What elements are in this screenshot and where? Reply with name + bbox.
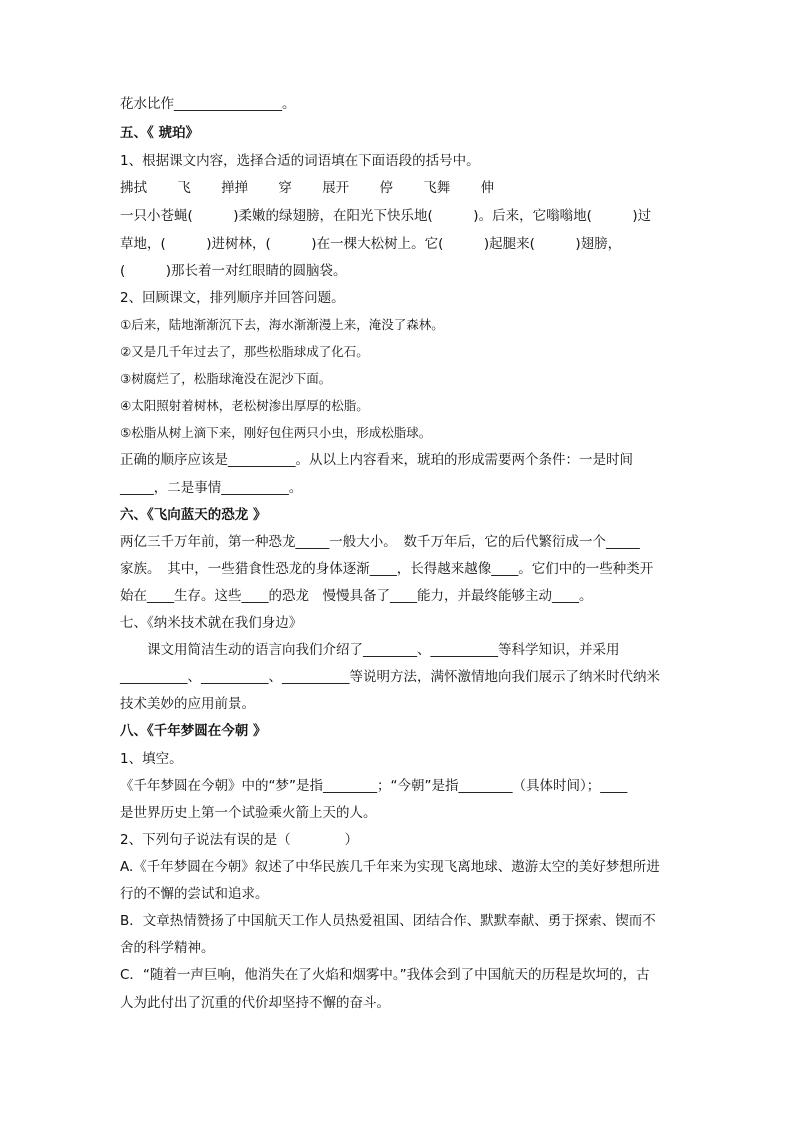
section-heading-dream: 八、《千年梦圆在今朝 》: [120, 723, 267, 739]
text-line: 两亿三千万年前，第一种恐龙_____一般大小。 数千万年后，它的后代繁衍成一个_____: [120, 534, 640, 550]
word-bank-item: 飞: [177, 180, 191, 196]
word-bank-item: 掸掸: [221, 180, 249, 196]
word-bank-item: 拂拭: [120, 180, 147, 196]
text-line: __________、__________、__________等说明方法，满怀激情地向我们展示了纳米时代纳米: [120, 669, 660, 685]
list-item: ⑤松脂从树上滴下来，刚好包住两只小虫，形成松脂球。: [120, 425, 432, 440]
word-bank: [120, 180, 520, 196]
list-item: ②又是几千年过去了，那些松脂球成了化石。: [120, 344, 369, 359]
word-bank-item: 飞舞: [423, 180, 451, 196]
text-line: 行的不懈的尝试和追求。: [120, 886, 269, 902]
question-instruction: 1、填空。: [120, 751, 183, 767]
text-line: 正确的顺序应该是__________。从以上内容看来，琥珀的形成需要两个条件：一是时间: [120, 452, 633, 468]
list-item: ①后来，陆地渐渐沉下去，海水渐渐漫上来，淹没了森林。: [120, 317, 444, 332]
list-item: ③树腐烂了，松脂球淹没在泥沙下面。: [120, 371, 332, 386]
question-instruction: 1、根据课文内容，选择合适的词语填在下面语段的括号中。: [120, 153, 480, 169]
text-line: 一只小苍蝇( )柔嫩的绿翅膀，在阳光下快乐地( )。后来，它嗡嗡地( )过: [120, 208, 652, 224]
text-line: 《千年梦圆在今朝》中的“梦”是指________；“今朝”是指________（具体时间）；____: [120, 778, 628, 794]
text-line: 始在____生存。这些____的恐龙 慢慢具备了____能力，并最终能够主动____。: [120, 588, 593, 604]
word-bank-item: 穿: [278, 180, 292, 196]
text-line: 是世界历史上第一个试验乘火箭上天的人。: [120, 805, 377, 821]
word-bank-item: 展开: [322, 180, 350, 196]
text-line: ( )那长着一对红眼睛的圆脑袋。: [120, 263, 347, 279]
text-line: 花水比作________________。: [120, 96, 296, 112]
section-heading-nanotech: 七、《纳米技术就在我们身边》: [120, 615, 303, 631]
option-a: A.《千年梦圆在今朝》叙述了中华民族几千年来为实现飞离地球、遨游太空的美好梦想所进: [120, 859, 660, 875]
option-c: C．“随着一声巨响，他消失在了火焰和烟雾中。”我体会到了中国航天的历程是坎坷的，古: [120, 967, 650, 983]
text-line: 人为此付出了沉重的代价却坚持不懈的奋斗。: [120, 995, 390, 1011]
word-bank-item: 停: [379, 180, 393, 196]
text-line: 家族。 其中，一些猎食性恐龙的身体逐渐____，长得越来越像____。它们中的一些种类开: [120, 561, 654, 577]
question-instruction: 2、下列句子说法有误的是（ ）: [120, 832, 359, 848]
text-line: 草地，( )进树林，( )在一棵大松树上。它( )起腿来( )翅膀，: [120, 236, 622, 252]
text-line: _____，二是事情__________。: [120, 480, 303, 496]
text-line: 舍的科学精神。: [120, 940, 215, 956]
text-line: 课文用简洁生动的语言向我们介绍了________、__________等科学知识，并采用: [120, 642, 620, 658]
question-instruction: 2、回顾课文，排列顺序并回答问题。: [120, 290, 345, 306]
option-b: B．文章热情赞扬了中国航天工作人员热爱祖国、团结合作、默默奉献、勇于探索、锲而不: [120, 913, 656, 929]
section-heading-amber: 五、《 琥珀》: [120, 125, 199, 141]
text-line: 技术美妙的应用前景。: [120, 696, 255, 712]
section-heading-dinosaur: 六、《飞向蓝天的恐龙 》: [120, 507, 267, 523]
word-bank-item: 伸: [480, 180, 495, 196]
list-item: ④太阳照射着树林，老松树渗出厚厚的松脂。: [120, 398, 369, 413]
